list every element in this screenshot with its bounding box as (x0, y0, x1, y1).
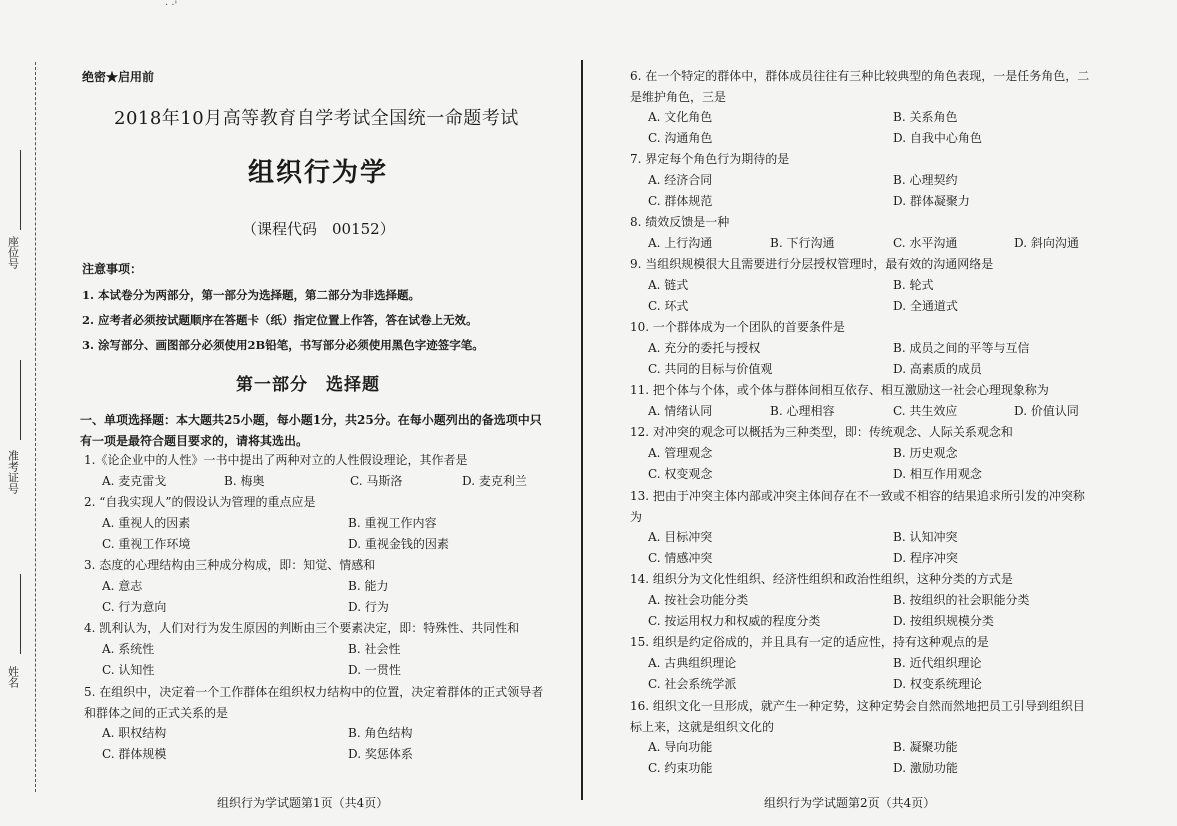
question-6-stem: 6. 在一个特定的群体中，群体成员往往有三种比较典型的角色表现，一是任务角色，二是维护角色，三是 (630, 69, 1090, 104)
question-9-option-c: C. 环式 (648, 299, 689, 313)
question-14-option-d: D. 按组织规模分类 (893, 614, 994, 628)
question-2-option-a: A. 重视人的因素 (102, 516, 191, 530)
subject-title: 组织行为学 (248, 158, 389, 188)
binding-dashed-line (35, 62, 36, 792)
seat-number-line (20, 150, 21, 230)
question-6-option-a: A. 文化角色 (648, 110, 713, 124)
question-5-option-a: A. 职权结构 (102, 726, 167, 740)
question-13-option-a: A. 目标冲突 (648, 530, 713, 544)
question-15-option-c: C. 社会系统学派 (648, 677, 737, 691)
left-page-footer: 组织行为学试题第1页（共4页） (217, 796, 389, 810)
question-8-stem: 8. 绩效反馈是一种 (630, 215, 730, 229)
question-5-option-c: C. 群体规模 (102, 747, 167, 761)
question-13-option-b: B. 认知冲突 (893, 530, 958, 544)
question-5-option-b: B. 角色结构 (348, 726, 413, 740)
section-heading: 一、单项选择题：本大题共25小题，每小题1分，共25分。在每小题列出的备选项中只有一项是最符合题目要求的，请将其选出。 (80, 413, 542, 448)
question-16-option-d: D. 激励功能 (893, 761, 958, 775)
question-10-option-d: D. 高素质的成员 (893, 362, 982, 376)
notice-item: 2. 应考者必须按试题顺序在答题卡（纸）指定位置上作答，答在试卷上无效。 (82, 313, 478, 327)
question-11-option-a: A. 情绪认同 (648, 404, 713, 418)
question-4-option-d: D. 一贯性 (348, 663, 401, 677)
question-12-option-c: C. 权变观念 (648, 467, 713, 481)
question-6-option-d: D. 自我中心角色 (893, 131, 982, 145)
question-13-option-c: C. 情感冲突 (648, 551, 713, 565)
question-1-option-a: A. 麦克雷戈 (102, 474, 167, 488)
question-13-stem: 13. 把由于冲突主体内部或冲突主体间存在不一致或不相容的结果追求所引发的冲突称为 (630, 489, 1085, 524)
question-3-option-a: A. 意志 (102, 579, 143, 593)
question-5-stem: 5. 在组织中，决定着一个工作群体在组织权力结构中的位置，决定着群体的正式领导者和群体之间的正式关系的是 (84, 685, 544, 720)
course-code: （课程代码 00152） (242, 220, 395, 238)
question-3-option-b: B. 能力 (348, 579, 389, 593)
question-11-option-d: D. 价值认同 (1014, 404, 1079, 418)
notice-item: 1. 本试卷分为两部分，第一部分为选择题，第二部分为非选择题。 (82, 288, 421, 302)
question-14-option-a: A. 按社会功能分类 (648, 593, 749, 607)
question-10-option-c: C. 共同的目标与价值观 (648, 362, 773, 376)
name-label: 姓名 (6, 666, 20, 688)
exam-title: 2018年10月高等教育自学考试全国统一命题考试 (114, 108, 519, 129)
question-9-option-b: B. 轮式 (893, 278, 934, 292)
question-8-option-a: A. 上行沟通 (648, 236, 713, 250)
question-13-option-d: D. 程序冲突 (893, 551, 958, 565)
question-15-option-d: D. 权变系统理论 (893, 677, 982, 691)
question-12-stem: 12. 对冲突的观念可以概括为三种类型，即：传统观念、人际关系观念和 (630, 425, 1013, 439)
question-15-option-a: A. 古典组织理论 (648, 656, 737, 670)
question-11-stem: 11. 把个体与个体，或个体与群体间相互依存、相互激励这一社会心理现象称为 (630, 383, 1049, 397)
question-2-option-c: C. 重视工作环境 (102, 537, 191, 551)
question-10-stem: 10. 一个群体成为一个团队的首要条件是 (630, 320, 845, 334)
question-2-stem: 2. “自我实现人”的假设认为管理的重点应是 (84, 495, 316, 509)
question-6-option-b: B. 关系角色 (893, 110, 958, 124)
question-6-option-c: C. 沟通角色 (648, 131, 713, 145)
notice-title: 注意事项： (82, 262, 143, 276)
question-3-stem: 3. 态度的心理结构由三种成分构成，即：知觉、情感和 (84, 558, 376, 572)
question-10-option-b: B. 成员之间的平等与互信 (893, 341, 1030, 355)
question-3-option-d: D. 行为 (348, 600, 389, 614)
question-14-stem: 14. 组织分为文化性组织、经济性组织和政治性组织，这种分类的方式是 (630, 572, 1013, 586)
question-1-option-b: B. 梅奥 (224, 474, 265, 488)
question-16-option-a: A. 导向功能 (648, 740, 713, 754)
page-divider (581, 60, 583, 800)
question-11-option-b: B. 心理相容 (770, 404, 835, 418)
question-11-option-c: C. 共生效应 (893, 404, 958, 418)
question-8-option-d: D. 斜向沟通 (1014, 236, 1079, 250)
question-1-option-d: D. 麦克利兰 (462, 474, 527, 488)
question-9-stem: 9. 当组织规模很大且需要进行分层授权管理时，最有效的沟通网络是 (630, 257, 994, 271)
question-7-option-b: B. 心理契约 (893, 173, 958, 187)
question-16-option-c: C. 约束功能 (648, 761, 713, 775)
question-15-option-b: B. 近代组织理论 (893, 656, 982, 670)
question-4-stem: 4. 凯利认为，人们对行为发生原因的判断由三个要素决定，即：特殊性、共同性和 (84, 621, 520, 635)
question-14-option-b: B. 按组织的社会职能分类 (893, 593, 1030, 607)
question-8-option-c: C. 水平沟通 (893, 236, 958, 250)
question-4-option-b: B. 社会性 (348, 642, 401, 656)
admission-number-line (20, 360, 21, 440)
scan-mark: · ·' (165, 0, 178, 11)
seat-number-label: 座位号 (6, 236, 20, 269)
question-7-option-d: D. 群体凝聚力 (893, 194, 970, 208)
question-3-option-c: C. 行为意向 (102, 600, 167, 614)
name-line (20, 574, 21, 654)
secret-mark: 绝密★启用前 (82, 70, 155, 84)
question-14-option-c: C. 按运用权力和权威的程度分类 (648, 614, 821, 628)
question-12-option-d: D. 相互作用观念 (893, 467, 982, 481)
right-page-footer: 组织行为学试题第2页（共4页） (764, 796, 936, 810)
question-4-option-a: A. 系统性 (102, 642, 155, 656)
question-2-option-b: B. 重视工作内容 (348, 516, 437, 530)
question-1-option-c: C. 马斯洛 (350, 474, 403, 488)
binding-strip (0, 0, 36, 826)
part-title: 第一部分 选择题 (236, 375, 380, 395)
question-7-stem: 7. 界定每个角色行为期待的是 (630, 152, 790, 166)
question-2-option-d: D. 重视金钱的因素 (348, 537, 449, 551)
question-1-stem: 1.《论企业中的人性》一书中提出了两种对立的人性假设理论，其作者是 (84, 453, 468, 467)
question-15-stem: 15. 组织是约定俗成的，并且具有一定的适应性，持有这种观点的是 (630, 635, 989, 649)
question-12-option-b: B. 历史观念 (893, 446, 958, 460)
notice-item: 3. 涂写部分、画图部分必须使用2B铅笔，书写部分必须使用黑色字迹签字笔。 (82, 338, 484, 352)
question-7-option-a: A. 经济合同 (648, 173, 713, 187)
question-7-option-c: C. 群体规范 (648, 194, 713, 208)
question-16-option-b: B. 凝聚功能 (893, 740, 958, 754)
question-4-option-c: C. 认知性 (102, 663, 155, 677)
question-16-stem: 16. 组织文化一旦形成，就产生一种定势，这种定势会自然而然地把员工引导到组织目标上来，这就是组织文化的 (630, 699, 1085, 734)
question-8-option-b: B. 下行沟通 (770, 236, 835, 250)
question-9-option-a: A. 链式 (648, 278, 689, 292)
admission-number-label: 准考证号 (6, 450, 20, 494)
question-5-option-d: D. 奖惩体系 (348, 747, 413, 761)
question-9-option-d: D. 全通道式 (893, 299, 958, 313)
question-12-option-a: A. 管理观念 (648, 446, 713, 460)
question-10-option-a: A. 充分的委托与授权 (648, 341, 761, 355)
